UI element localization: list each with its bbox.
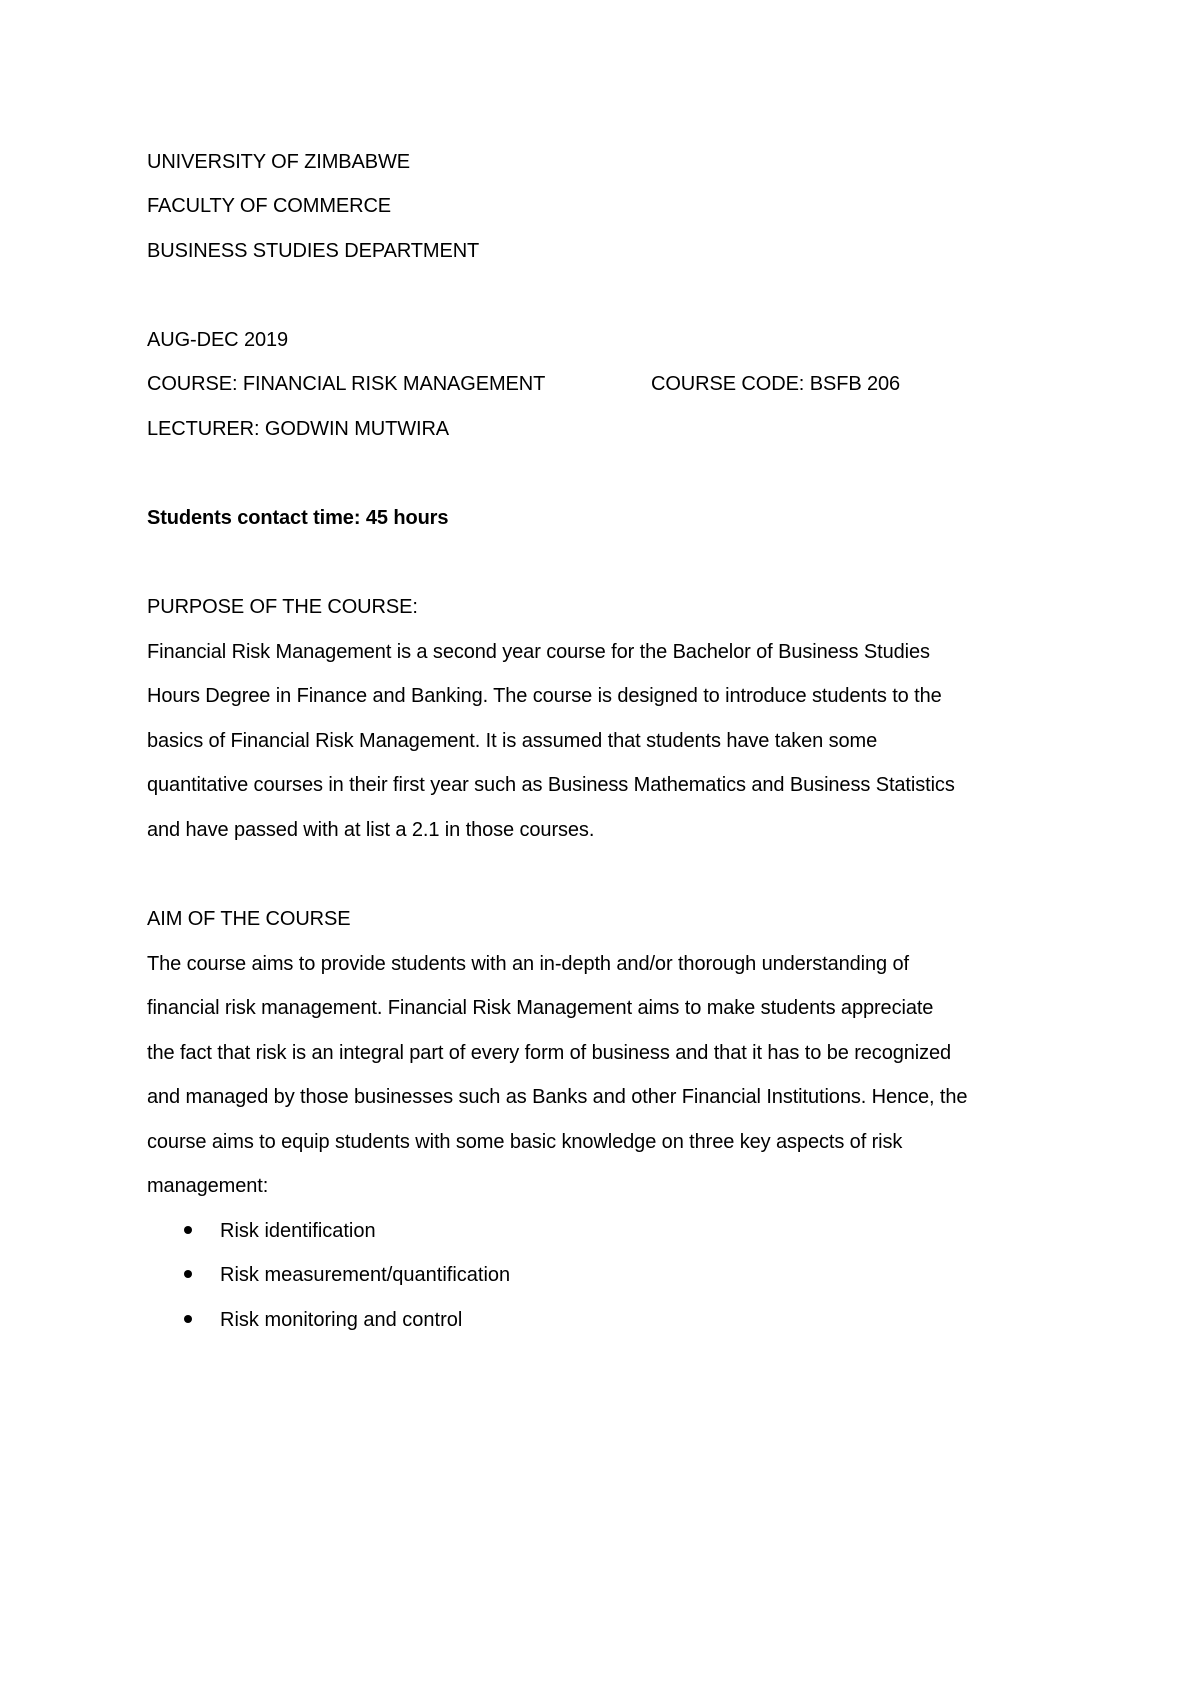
aim-line: and managed by those businesses such as Banks and other Financial Institutions. Hence, the [147, 1086, 968, 1108]
purpose-heading: PURPOSE OF THE COURSE: [147, 596, 418, 618]
bullet-icon [184, 1270, 192, 1278]
aim-line: management: [147, 1175, 269, 1197]
university-name: UNIVERSITY OF ZIMBABWE [147, 151, 411, 173]
aim-line: The course aims to provide students with an in-depth and/or thorough understanding of [147, 953, 909, 975]
aim-heading: AIM OF THE COURSE [147, 908, 351, 930]
list-item-text: Risk measurement/quantification [220, 1264, 511, 1286]
list-item [184, 1219, 376, 1243]
bullet-icon [184, 1226, 192, 1234]
lecturer-name: LECTURER: GODWIN MUTWIRA [147, 418, 450, 440]
list-item-text: Risk identification [220, 1220, 376, 1242]
semester-label: AUG-DEC 2019 [147, 329, 289, 351]
list-item-text: Risk monitoring and control [220, 1309, 463, 1331]
list-item [184, 1308, 462, 1332]
department-name: BUSINESS STUDIES DEPARTMENT [147, 240, 480, 262]
aim-line: course aims to equip students with some basic knowledge on three key aspects of risk [147, 1131, 903, 1153]
purpose-line: and have passed with at list a 2.1 in those courses. [147, 819, 595, 841]
faculty-name: FACULTY OF COMMERCE [147, 195, 392, 217]
purpose-line: basics of Financial Risk Management. It is assumed that students have taken some [147, 730, 878, 752]
list-item [184, 1263, 510, 1287]
aim-line: financial risk management. Financial Risk Management aims to make students appreciate [147, 997, 934, 1019]
bullet-icon [184, 1315, 192, 1323]
purpose-line: Financial Risk Management is a second year course for the Bachelor of Business Studies [147, 641, 930, 663]
purpose-line: Hours Degree in Finance and Banking. The course is designed to introduce students to the [147, 685, 942, 707]
contact-time: Students contact time: 45 hours [147, 507, 449, 529]
purpose-line: quantitative courses in their first year such as Business Mathematics and Business Statistics [147, 774, 955, 796]
course-title: COURSE: FINANCIAL RISK MANAGEMENT [147, 373, 546, 395]
course-code: COURSE CODE: BSFB 206 [651, 373, 901, 395]
aim-line: the fact that risk is an integral part of every form of business and that it has to be recognized [147, 1042, 952, 1064]
